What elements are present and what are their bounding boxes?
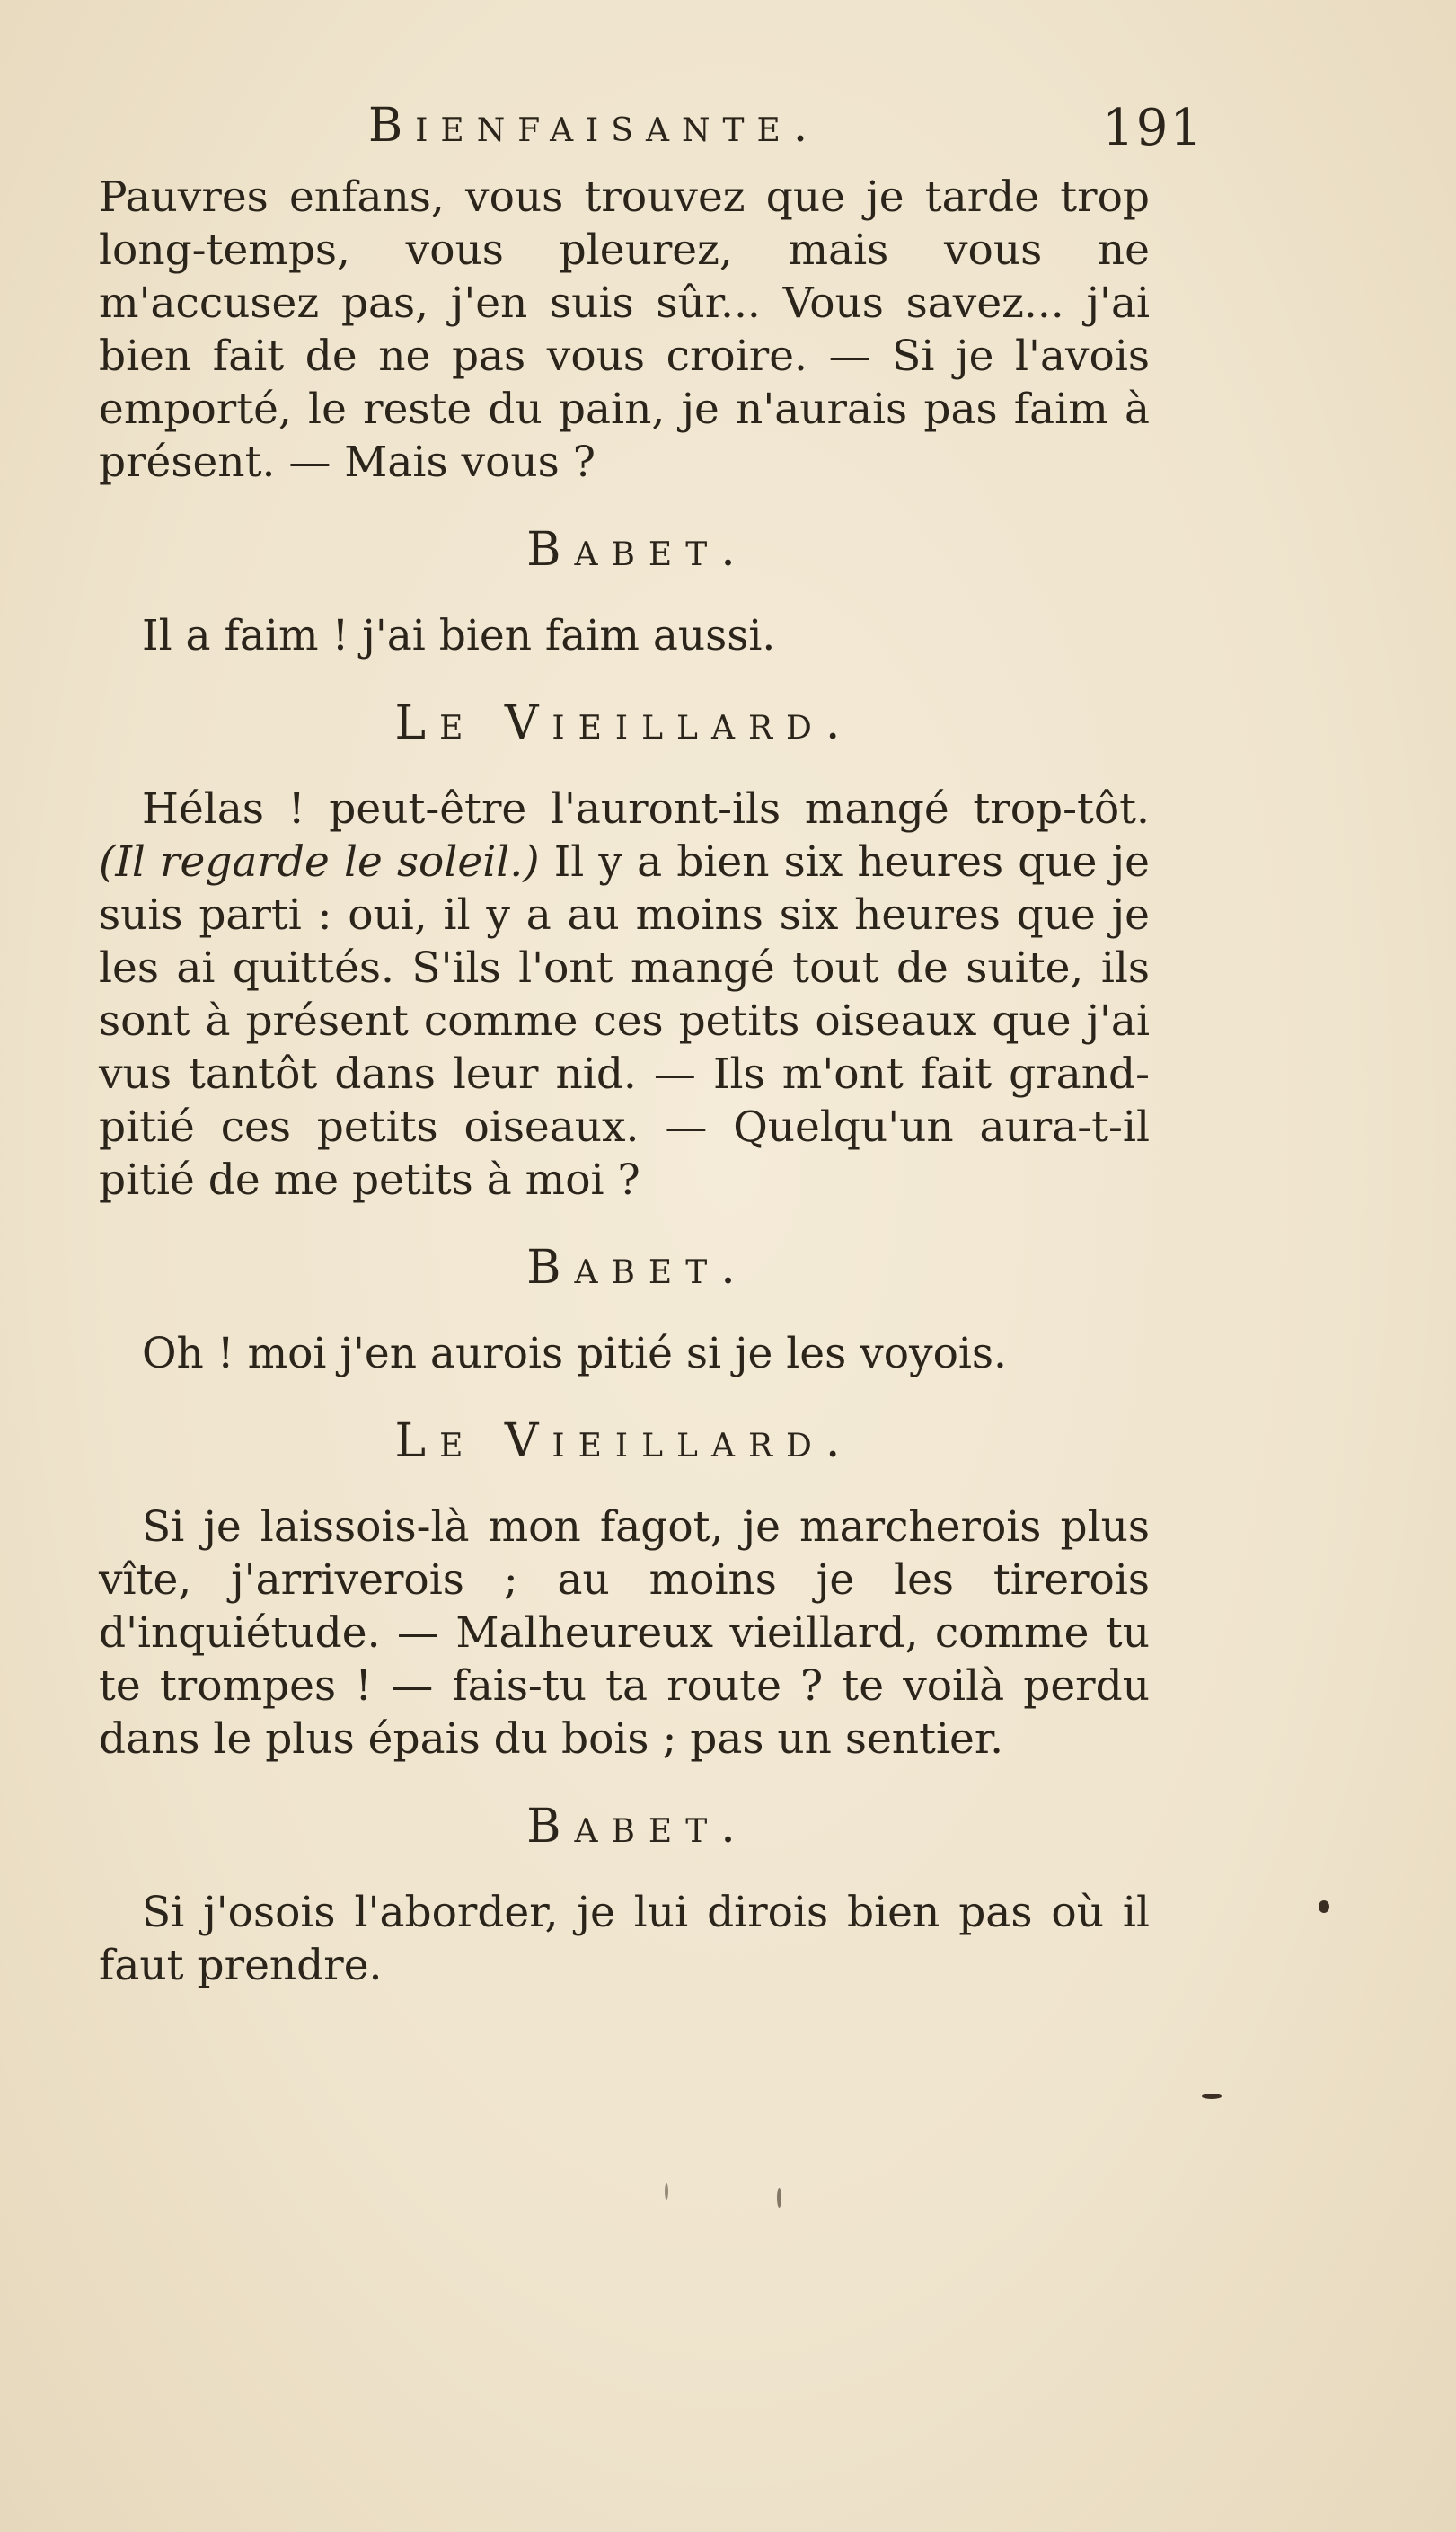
paragraph-babet-1: Il a faim ! j'ai bien faim aussi. (142, 611, 776, 660)
speaker-name-vieillard: Le Vieillard. (394, 696, 854, 750)
paragraph-vieillard-1: Pauvres enfans, vous trouvez que je tarde trop long-temps, vous pleurez, mais vous ne m'accusez pas, j'en suis sûr... Vous savez... j'ai bien fait de ne pas vous croire. — Si je l'avois emporté, le reste du pain, je n'aurais pas faim à présent. — Mais vous ? (99, 173, 1150, 487)
page-number: 191 (1102, 99, 1204, 157)
speaker-name-babet: Babet. (526, 1241, 749, 1295)
ink-spot (665, 2183, 668, 2200)
paragraph-text: Il y a bien six heures que je suis parti : oui, il y a au moins six heures que je les ai quittés. S'ils l'ont mangé tout de suite, ils sont à présent comme ces petits oiseaux que j'ai vus tantôt dans leur nid. — Ils m'ont fait grand-pitié ces petits oiseaux. — Quelqu'un aura-t-il pitié de me petits à moi ? (99, 837, 1150, 1205)
speaker-name-babet: Babet. (526, 523, 749, 577)
text-block (99, 171, 1150, 1992)
paragraph-vieillard-2 (99, 783, 1150, 1207)
running-title: Bienfaisante. (368, 99, 821, 153)
ink-spot (1202, 2094, 1222, 2099)
ink-spot (777, 2188, 781, 2208)
speaker-name-babet: Babet. (526, 1800, 749, 1854)
speaker-name-vieillard: Le Vieillard. (394, 1414, 854, 1468)
stage-direction: (Il regarde le soleil.) (99, 837, 540, 887)
page-header (341, 99, 1204, 171)
paragraph-babet-3: Si j'osois l'aborder, je lui dirois bien pas où il faut prendre. (99, 1888, 1150, 1990)
paragraph-babet-2: Oh ! moi j'en aurois pitié si je les voyois. (142, 1329, 1007, 1378)
paragraph-text: Hélas ! peut-être l'auront-ils mangé trop-tôt. (142, 784, 1150, 834)
paragraph-vieillard-3: Si je laissois-là mon fagot, je marcherois plus vîte, j'arriverois ; au moins je les tirerois d'inquiétude. — Malheureux vieillard, comme tu te trompes ! — fais-tu ta route ? te voilà perdu dans le plus épais du bois ; pas un sentier. (99, 1502, 1150, 1764)
ink-spot (1319, 1900, 1329, 1913)
